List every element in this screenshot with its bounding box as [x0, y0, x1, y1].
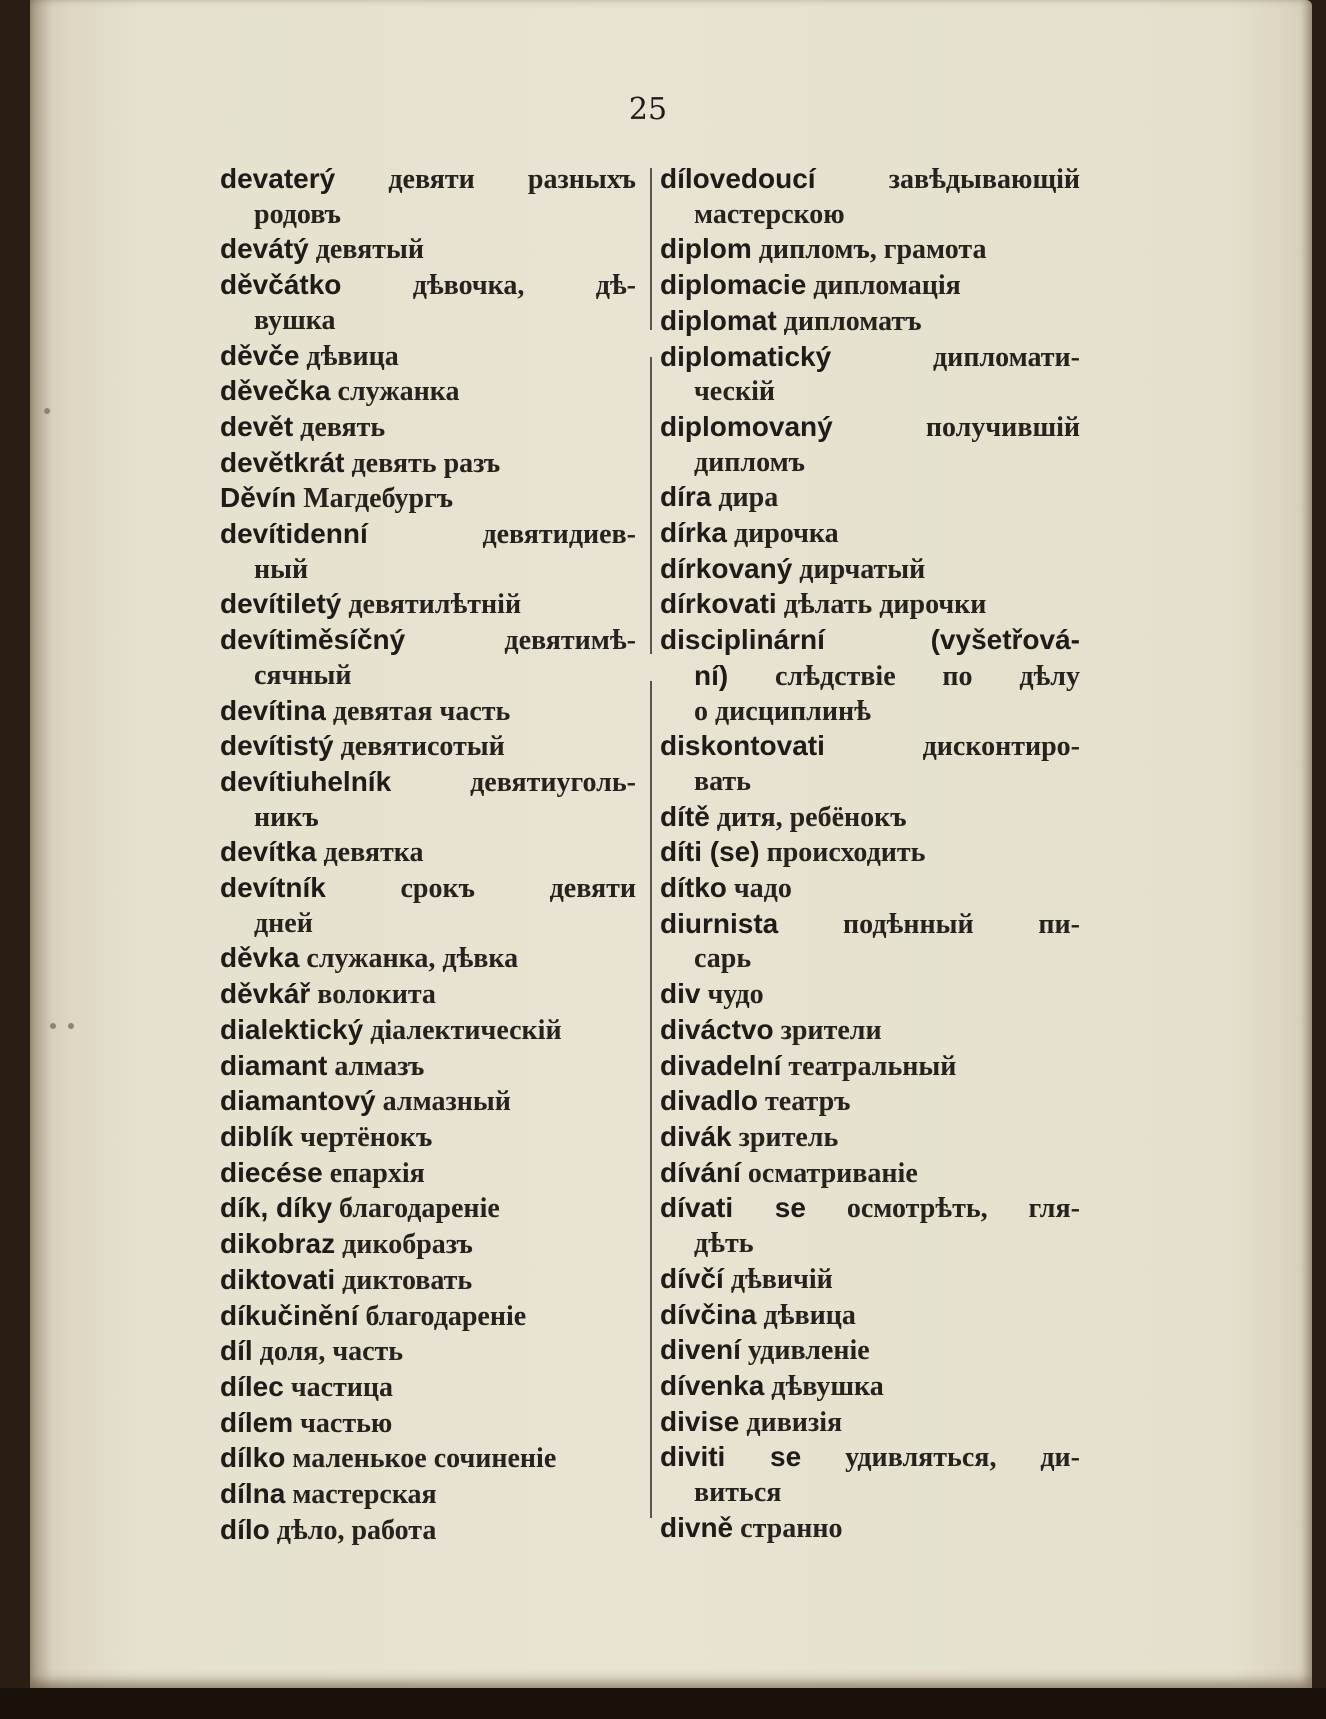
entry-line [660, 1191, 1080, 1227]
entry-continuation-line [660, 1476, 1080, 1511]
translation: дивизія [739, 1406, 843, 1438]
dictionary-entry [220, 1227, 636, 1263]
translation: чудо [700, 979, 764, 1011]
dictionary-entry [660, 1013, 1080, 1049]
dictionary-entry [660, 480, 1080, 516]
entry-line [660, 1262, 1080, 1298]
entry-line [220, 268, 636, 304]
entry-line [220, 1084, 636, 1120]
translation: осматриваніе [740, 1157, 918, 1189]
dictionary-entry [220, 1477, 636, 1513]
headword: devítina [220, 694, 326, 726]
dictionary-entry [220, 587, 636, 623]
dictionary-entry [220, 1406, 636, 1442]
translation: завѣдывающій [815, 164, 1080, 195]
headword: děvče [220, 339, 300, 371]
translation: вушка [254, 304, 336, 336]
translation: сячный [254, 659, 352, 691]
entry-continuation-line [660, 198, 1080, 233]
dictionary-entry [220, 729, 636, 765]
entry-line [660, 410, 1080, 446]
translation: девяти разныхъ [335, 164, 636, 195]
entry-continuation-line [660, 765, 1080, 800]
dictionary-entry [660, 1156, 1080, 1192]
entry-line [660, 623, 1080, 659]
dictionary-entry [660, 623, 1080, 729]
entry-line [660, 587, 1080, 623]
translation: девятка [316, 837, 424, 869]
dictionary-entry [220, 1191, 636, 1227]
translation: девятый [308, 234, 424, 266]
entry-line [660, 800, 1080, 836]
headword: diecése [220, 1156, 323, 1188]
entry-line [660, 871, 1080, 907]
translation: о дисциплинѣ [694, 695, 871, 727]
translation: дѣвушка [764, 1370, 884, 1402]
translation: дней [254, 907, 313, 939]
headword: dívčina [660, 1298, 757, 1330]
translation: происходить [759, 837, 926, 869]
page-number: 25 [628, 92, 668, 127]
translation: діалектическій [363, 1014, 562, 1046]
headword: diplom [660, 233, 752, 265]
translation: дѣло, работа [269, 1514, 437, 1546]
headword: div [660, 978, 701, 1010]
entry-line [220, 162, 636, 198]
headword: diblík [220, 1120, 294, 1152]
translation: благодареніе [358, 1300, 527, 1332]
headword: diplomatický [660, 340, 832, 372]
entry-line [220, 1370, 636, 1406]
headword: diurnista [660, 907, 779, 939]
headword: divení [660, 1334, 741, 1366]
entry-continuation-line [220, 304, 636, 339]
dictionary-entry [220, 623, 636, 693]
translation: никъ [254, 801, 319, 833]
entry-line [660, 162, 1080, 198]
entry-line [660, 232, 1080, 268]
headword: divák [660, 1120, 732, 1152]
dictionary-entry [660, 587, 1080, 623]
dictionary-entry [660, 1369, 1080, 1405]
entry-line [220, 446, 636, 482]
dictionary-entry [660, 162, 1080, 232]
entry-line [220, 374, 636, 410]
headword: devítiletý [220, 588, 342, 620]
headword: dívčí [660, 1262, 724, 1294]
entry-line [220, 1156, 636, 1192]
entry-line [220, 1441, 636, 1477]
headword: devítiuhelník [220, 765, 392, 797]
headword: divadelní [660, 1049, 782, 1081]
entry-line [220, 517, 636, 553]
translation: дѣлать дирочки [776, 589, 987, 621]
translation: частица [283, 1371, 394, 1403]
headword: devět [220, 410, 294, 442]
headword: dílec [220, 1370, 284, 1402]
headword: dírkovati [660, 588, 777, 620]
dictionary-entry [220, 517, 636, 587]
entry-line [220, 232, 636, 268]
dictionary-entry [660, 800, 1080, 836]
dictionary-entry [220, 1120, 636, 1156]
translation: осмотрѣть, гля- [805, 1193, 1080, 1225]
entry-line [660, 835, 1080, 871]
entry-line [660, 268, 1080, 304]
translation: удивленіе [740, 1335, 870, 1367]
translation: епархія [322, 1157, 425, 1189]
entry-line [220, 1299, 636, 1335]
translation: дѣвица [299, 340, 399, 372]
headword: disciplinární (vyšetřová- [660, 624, 1080, 656]
entry-line [220, 1334, 636, 1370]
translation: зрители [773, 1014, 882, 1046]
entry-line [220, 410, 636, 446]
translation: доля, часть [252, 1336, 404, 1368]
entry-line [660, 977, 1080, 1013]
translation: девятидиев- [367, 519, 636, 551]
dictionary-entry [660, 1049, 1080, 1085]
headword: devítidenní [220, 518, 368, 550]
entry-line [660, 729, 1080, 765]
dictionary-entry [220, 977, 636, 1013]
translation: алмазный [375, 1086, 511, 1118]
dictionary-entry [220, 1013, 636, 1049]
entry-line [220, 1120, 636, 1156]
dictionary-entry [220, 1156, 636, 1192]
entry-line [660, 1156, 1080, 1192]
headword: diamantový [220, 1085, 376, 1117]
entry-continuation-line [220, 553, 636, 588]
translation: дирчатый [792, 553, 926, 585]
dictionary-entry [660, 729, 1080, 799]
dictionary-entry [660, 1333, 1080, 1369]
headword: devítník [220, 872, 326, 904]
translation: сарь [694, 943, 752, 975]
entry-line [220, 1263, 636, 1299]
dictionary-entry [660, 410, 1080, 480]
translation: ческій [694, 376, 776, 408]
translation: мастерская [285, 1479, 437, 1511]
dictionary-entry [220, 1334, 636, 1370]
translation: алмазъ [327, 1050, 425, 1082]
dictionary-entry [660, 232, 1080, 268]
dictionary-entry [220, 1049, 636, 1085]
dictionary-entry [660, 1191, 1080, 1261]
dictionary-entry [220, 835, 636, 871]
translation: Магдебургъ [296, 483, 454, 515]
translation: родовъ [254, 198, 341, 230]
translation: дипломація [806, 270, 961, 302]
headword: diviti se [660, 1441, 802, 1473]
headword: devítiměsíčný [220, 624, 406, 656]
translation: подѣнный пи- [778, 908, 1080, 940]
headword: děvčátko [220, 269, 342, 301]
entry-line [660, 480, 1080, 516]
headword: díti (se) [660, 836, 760, 868]
headword: diktovati [220, 1263, 336, 1295]
entry-line [220, 835, 636, 871]
dictionary-entry [220, 941, 636, 977]
entry-line [220, 1013, 636, 1049]
headword: dívání [660, 1156, 741, 1188]
headword: dikobraz [220, 1228, 336, 1260]
headword: díkučinění [220, 1299, 359, 1331]
entry-line [220, 1513, 636, 1549]
translation: дисконтиро- [824, 731, 1080, 763]
translation: частью [293, 1407, 393, 1439]
translation: благодареніе [332, 1193, 500, 1225]
translation: дѣвичій [723, 1263, 833, 1295]
binding-shadow [30, 0, 52, 1688]
entry-continuation-line [660, 1227, 1080, 1262]
entry-line [220, 1477, 636, 1513]
dictionary-entry [660, 516, 1080, 552]
headword: dílko [220, 1442, 286, 1474]
translation: девять [293, 411, 386, 443]
headword: devětkrát [220, 446, 345, 478]
headword: divadlo [660, 1085, 759, 1117]
entry-line [660, 1333, 1080, 1369]
translation: странно [733, 1512, 843, 1544]
dictionary-entry [220, 481, 636, 517]
translation: удивляться, ди- [801, 1442, 1081, 1474]
translation: служанка [330, 376, 460, 408]
entry-continuation-line [660, 446, 1080, 481]
entry-line [220, 339, 636, 375]
dictionary-entry [220, 232, 636, 268]
translation: девятилѣтній [341, 589, 522, 621]
entry-line [660, 907, 1080, 943]
dictionary-entry [220, 1441, 636, 1477]
translation: вать [694, 765, 751, 797]
dictionary-entry [220, 162, 636, 232]
headword: diplomovaný [660, 410, 833, 442]
headword: děvka [220, 942, 300, 974]
headword: diskontovati [660, 730, 825, 762]
dictionary-entry [660, 907, 1080, 977]
column-divider [650, 168, 652, 1518]
headword: dítko [660, 872, 727, 904]
entry-continuation-line [660, 942, 1080, 977]
entry-continuation-line [220, 198, 636, 233]
translation: театральный [781, 1050, 957, 1082]
headword: dílem [220, 1406, 294, 1438]
entry-line [660, 1298, 1080, 1334]
headword: dílo [220, 1513, 270, 1545]
entry-line [220, 1406, 636, 1442]
dictionary-entry [660, 268, 1080, 304]
dictionary-entry [220, 410, 636, 446]
entry-line [220, 1227, 636, 1263]
dictionary-entry [220, 339, 636, 375]
headword: dívenka [660, 1369, 765, 1401]
translation: чадо [726, 873, 792, 905]
dictionary-entry [660, 1120, 1080, 1156]
entry-line [660, 1440, 1080, 1476]
translation: получившій [832, 411, 1080, 443]
dictionary-entry [660, 1084, 1080, 1120]
page-speck [50, 1023, 56, 1029]
entry-line [660, 516, 1080, 552]
translation: дѣвица [756, 1299, 856, 1331]
translation: чертёнокъ [293, 1121, 433, 1153]
entry-continuation-line [660, 375, 1080, 410]
translation: театръ [758, 1086, 851, 1118]
translation: дипломъ [694, 446, 806, 478]
headword: diplomacie [660, 269, 807, 301]
headword: diplomat [660, 304, 777, 336]
translation: мастерскою [694, 198, 845, 230]
dictionary-entry [660, 1405, 1080, 1441]
translation: дипломати- [831, 341, 1080, 373]
headword: dík, díky [220, 1192, 333, 1224]
translation: дѣвочка, дѣ- [341, 270, 636, 302]
translation: девятиуголь- [391, 766, 636, 798]
translation: ный [254, 553, 309, 585]
translation: виться [694, 1477, 782, 1509]
dictionary-entry [660, 552, 1080, 588]
scan-bottom-edge [0, 1688, 1326, 1719]
headword: dítě [660, 800, 710, 832]
entry-line [220, 729, 636, 765]
translation: дира [711, 482, 779, 514]
entry-continuation-line [220, 801, 636, 836]
headword: divise [660, 1405, 740, 1437]
headword: díl [220, 1335, 253, 1367]
dictionary-entry [660, 304, 1080, 340]
entry-line [220, 765, 636, 801]
headword: devátý [220, 233, 309, 265]
entry-line [220, 623, 636, 659]
page-speck [44, 408, 50, 414]
translation: волокита [310, 979, 436, 1011]
headword: dívati se [660, 1192, 806, 1224]
dictionary-entry [220, 1513, 636, 1549]
translation: дикобразъ [335, 1229, 473, 1261]
dictionary-entry [220, 374, 636, 410]
entry-line [660, 1511, 1080, 1547]
headword: Děvín [220, 482, 297, 514]
translation: девятисотый [333, 731, 505, 763]
entry-line [220, 481, 636, 517]
entry-continuation-line [660, 695, 1080, 730]
translation: срокъ девяти [325, 873, 636, 905]
headword: devítistý [220, 730, 334, 762]
dictionary-entry [660, 871, 1080, 907]
dictionary-entry [220, 871, 636, 941]
entry-line [660, 1013, 1080, 1049]
headword: ní) [694, 659, 729, 691]
translation: маленькое сочиненіе [285, 1443, 557, 1475]
translation: девятимѣ- [405, 625, 636, 657]
entry-line [220, 587, 636, 623]
entry-line [220, 977, 636, 1013]
entry-line [220, 1049, 636, 1085]
dictionary-entry [660, 340, 1080, 410]
headword: díra [660, 481, 712, 513]
entry-line [220, 941, 636, 977]
headword: devaterý [220, 163, 336, 194]
dictionary-entry [220, 1299, 636, 1335]
entry-line [660, 1369, 1080, 1405]
page-speck [68, 1023, 74, 1029]
entry-continuation-line [660, 659, 1080, 695]
dictionary-entry [220, 694, 636, 730]
headword: dialektický [220, 1013, 364, 1045]
translation: дѣть [694, 1228, 754, 1260]
translation: дирочка [726, 518, 839, 550]
dictionary-column-left [220, 162, 636, 1548]
translation: дитя, ребёнокъ [709, 801, 907, 833]
dictionary-entry [220, 1084, 636, 1120]
translation: дипломъ, грамота [751, 234, 987, 266]
dictionary-entry [220, 268, 636, 338]
dictionary-entry [660, 1440, 1080, 1510]
dictionary-entry [660, 1511, 1080, 1547]
entry-continuation-line [220, 659, 636, 694]
headword: dírkovaný [660, 552, 793, 584]
translation: слѣдствіе по дѣлу [728, 660, 1080, 692]
translation: зритель [731, 1121, 839, 1153]
dictionary-entry [220, 446, 636, 482]
dictionary-entry [220, 1370, 636, 1406]
entry-line [660, 304, 1080, 340]
dictionary-entry [220, 765, 636, 835]
dictionary-entry [660, 835, 1080, 871]
entry-line [220, 871, 636, 907]
entry-line [660, 1120, 1080, 1156]
translation: дипломатъ [776, 305, 922, 337]
entry-line [660, 1049, 1080, 1085]
entry-line [220, 694, 636, 730]
entry-line [660, 1084, 1080, 1120]
entry-line [660, 340, 1080, 376]
headword: divně [660, 1511, 734, 1543]
translation: девятая часть [325, 695, 511, 727]
headword: dírka [660, 517, 727, 549]
dictionary-entry [220, 1263, 636, 1299]
dictionary-entry [660, 977, 1080, 1013]
dictionary-entry [660, 1298, 1080, 1334]
headword: diamant [220, 1049, 328, 1081]
headword: dílna [220, 1478, 286, 1510]
translation: девять разъ [344, 447, 501, 479]
headword: diváctvo [660, 1013, 774, 1045]
entry-line [660, 552, 1080, 588]
headword: děvkář [220, 978, 311, 1010]
dictionary-column-right [660, 162, 1080, 1546]
headword: devítka [220, 836, 317, 868]
headword: dílovedoucí [660, 163, 816, 194]
headword: děvečka [220, 375, 331, 407]
entry-line [660, 1405, 1080, 1441]
translation: служанка, дѣвка [299, 943, 519, 975]
translation: диктовать [335, 1264, 473, 1296]
entry-continuation-line [220, 907, 636, 942]
entry-line [220, 1191, 636, 1227]
dictionary-entry [660, 1262, 1080, 1298]
